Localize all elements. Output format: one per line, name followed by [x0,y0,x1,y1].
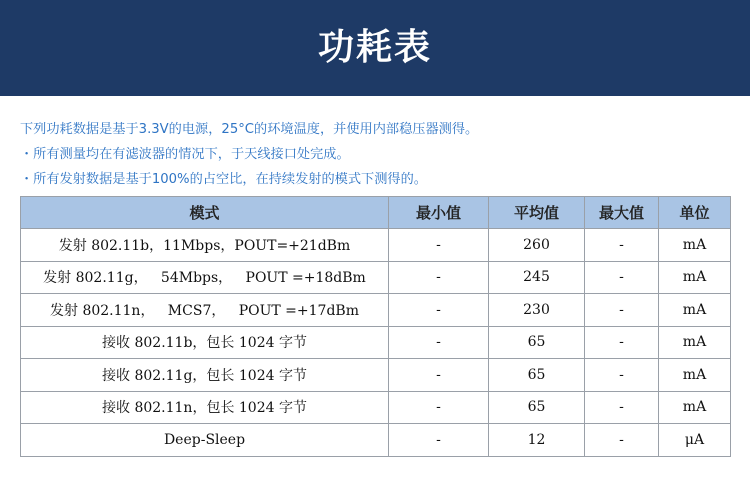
cell-min: - [389,424,489,457]
cell-min: - [389,229,489,262]
notes-section [20,117,740,192]
cell-mode: 接收 802.11n，包长 1024 字节 [21,391,389,424]
cell-unit: mA [659,229,731,262]
cell-unit: mA [659,391,731,424]
cell-min: - [389,294,489,327]
cell-avg: 65 [489,326,585,359]
cell-avg: 65 [489,359,585,392]
cell-max: - [585,326,659,359]
note-transmit: ・所有发射数据是基于100%的占空比，在持续发射的模式下测得的。 [20,172,427,187]
note-conditions: 下列功耗数据是基于3.3V的电源，25°C的环境温度，并使用内部稳压器测得。 [20,122,479,137]
cell-unit: mA [659,359,731,392]
cell-unit: μA [659,424,731,457]
cell-unit: mA [659,261,731,294]
header-unit: 单位 [659,197,731,229]
cell-mode: 接收 802.11g，包长 1024 字节 [21,359,389,392]
cell-min: - [389,261,489,294]
cell-avg: 230 [489,294,585,327]
cell-avg: 65 [489,391,585,424]
cell-unit: mA [659,326,731,359]
header-avg: 平均值 [489,197,585,229]
cell-mode: 发射 802.11g， 54Mbps， POUT =+18dBm [21,261,389,294]
cell-min: - [389,326,489,359]
cell-max: - [585,359,659,392]
cell-max: - [585,424,659,457]
cell-mode: 接收 802.11b，包长 1024 字节 [21,326,389,359]
cell-min: - [389,391,489,424]
table-header-row [21,197,731,229]
power-consumption-table [20,196,731,457]
cell-mode: Deep-Sleep [21,424,389,457]
cell-avg: 245 [489,261,585,294]
table-row [21,391,731,424]
header-min: 最小值 [389,197,489,229]
header-max: 最大值 [585,197,659,229]
note-measurement: ・所有测量均在有滤波器的情况下，于天线接口处完成。 [20,147,350,162]
table-row [21,359,731,392]
cell-avg: 12 [489,424,585,457]
cell-mode: 发射 802.11b，11Mbps，POUT=+21dBm [21,229,389,262]
table-row [21,326,731,359]
table-row [21,229,731,262]
cell-mode: 发射 802.11n， MCS7， POUT =+17dBm [21,294,389,327]
table-row [21,424,731,457]
header-mode: 模式 [21,197,389,229]
page-title: 功耗表 [317,27,432,68]
table-row [21,294,731,327]
table-row [21,261,731,294]
cell-max: - [585,294,659,327]
cell-avg: 260 [489,229,585,262]
cell-max: - [585,261,659,294]
cell-max: - [585,391,659,424]
cell-unit: mA [659,294,731,327]
cell-min: - [389,359,489,392]
cell-max: - [585,229,659,262]
